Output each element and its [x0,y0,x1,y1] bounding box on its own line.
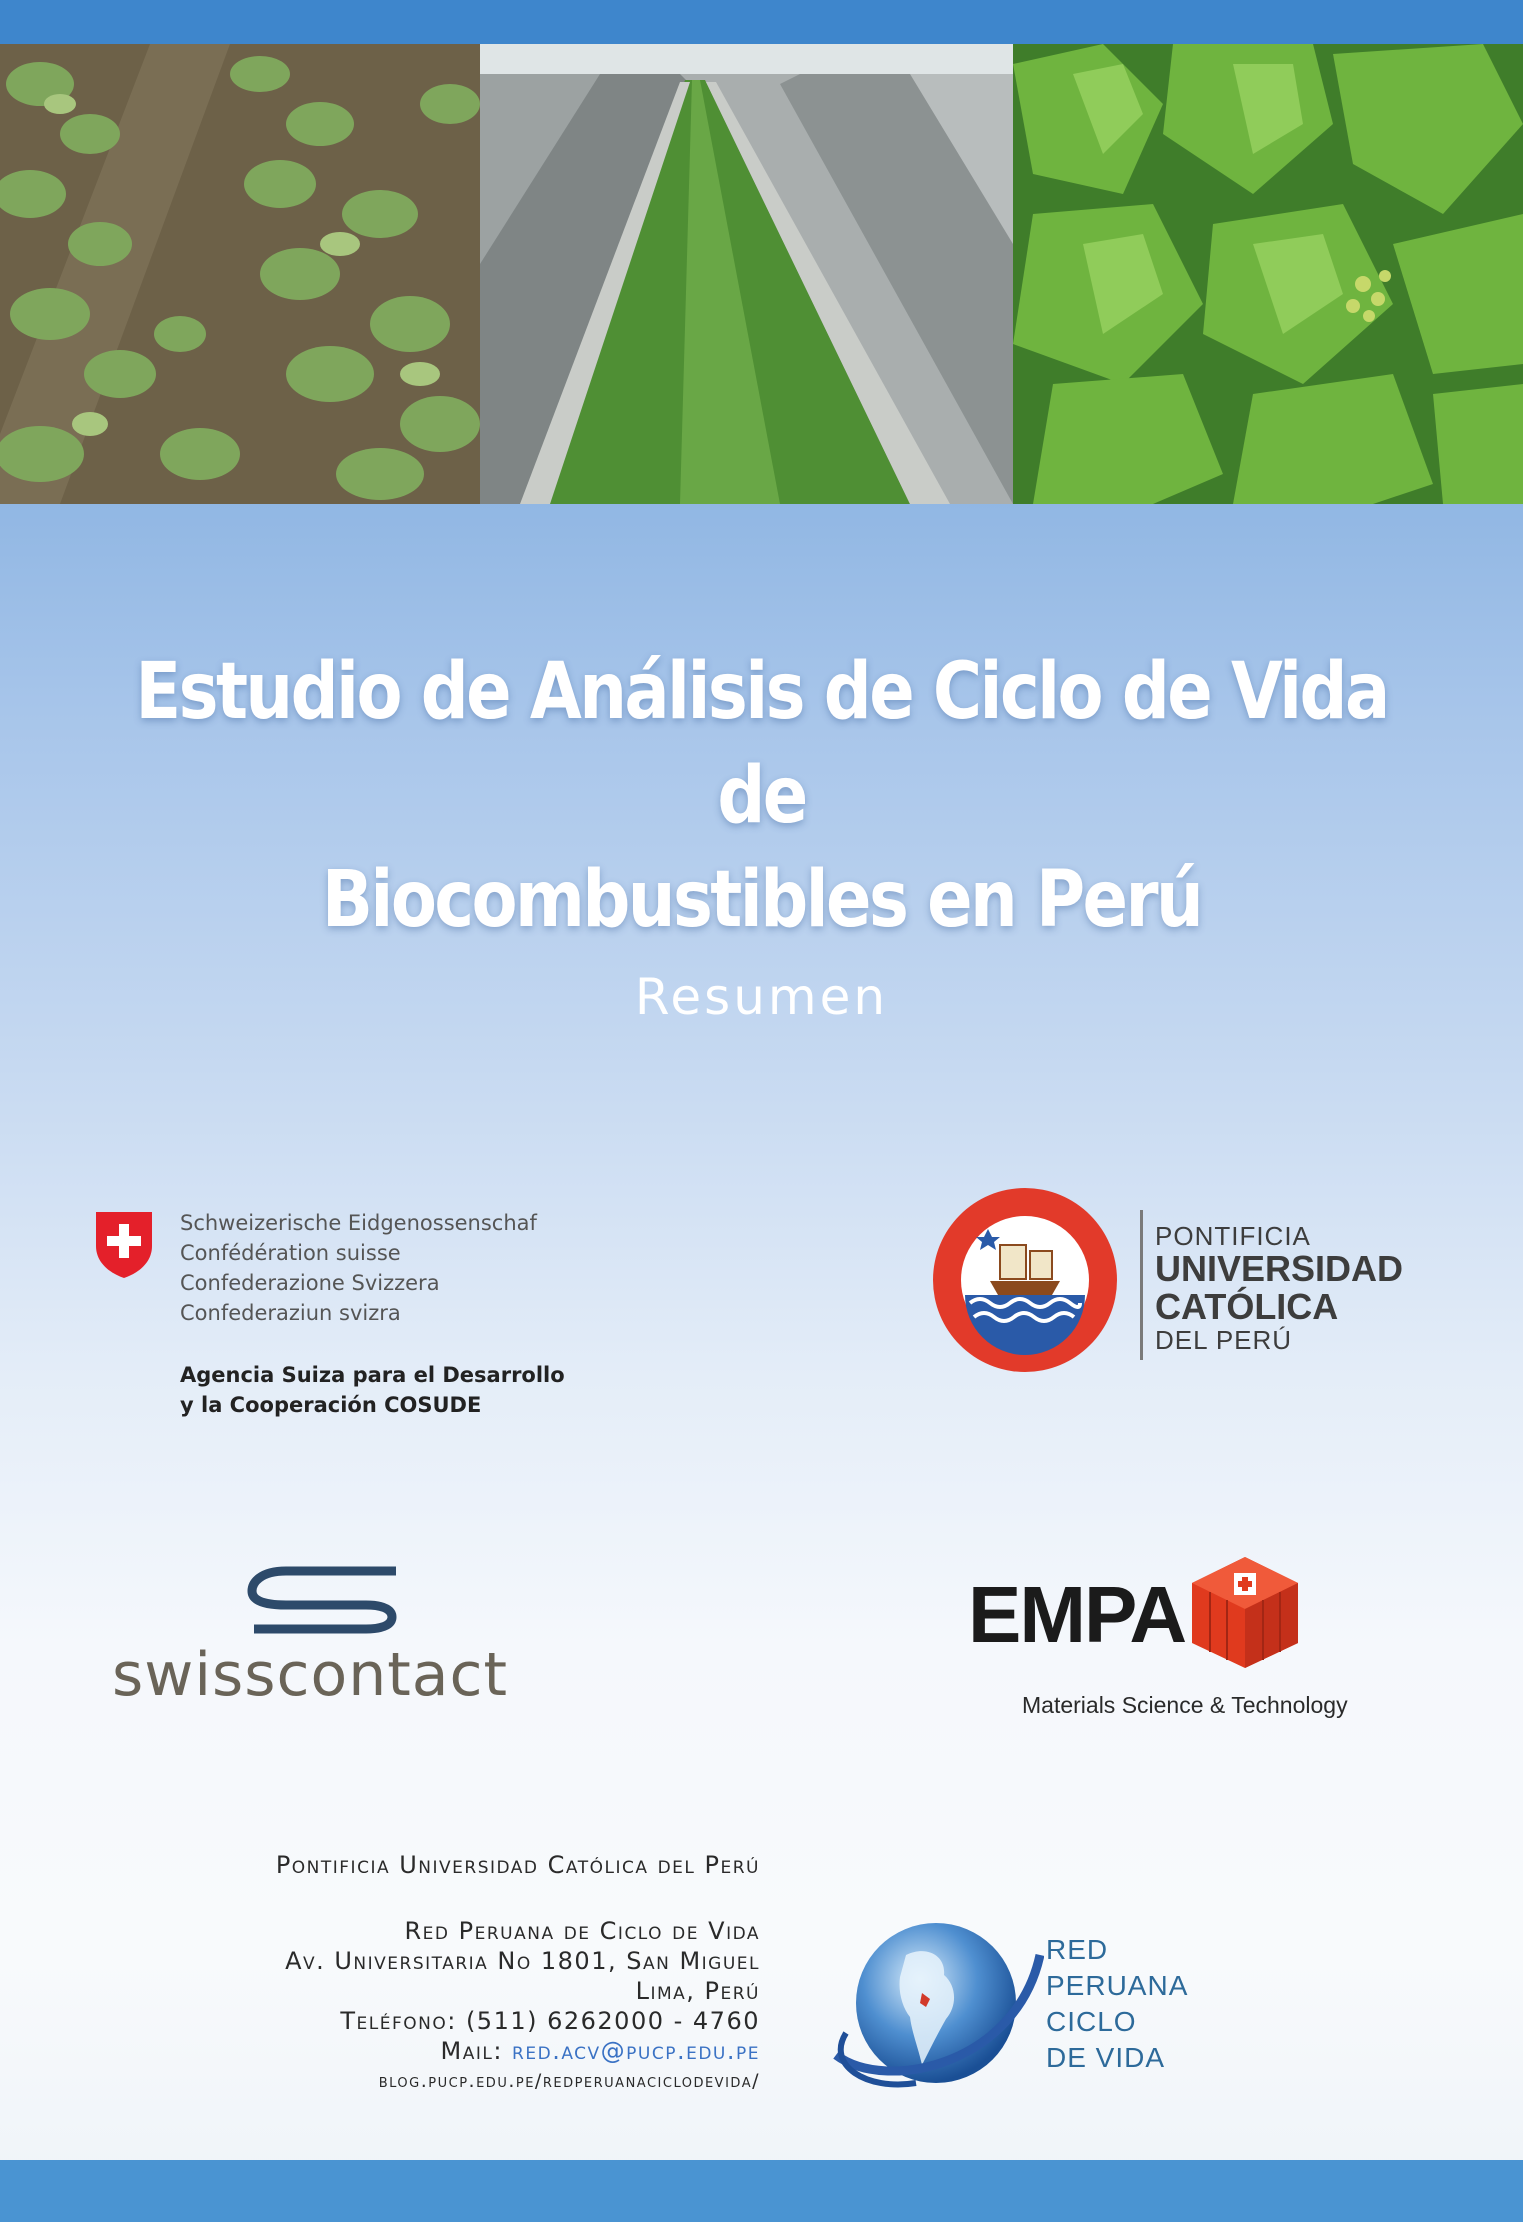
globe-icon [826,1915,1044,2095]
swisscontact-mark-icon [246,1565,402,1635]
pucp-line-4: DEL PERÚ [1155,1325,1293,1355]
bottom-color-bar [0,2160,1523,2222]
empa-cube-icon [1190,1555,1300,1670]
red-peruana-wordmark [1046,1932,1188,2076]
address-network: Red Peruana de Ciclo de Vida [404,1917,760,1945]
photo-strip [0,44,1523,504]
swisscontact-wordmark: swisscontact [112,1640,509,1710]
cosude-line-1: Agencia Suiza para el Desarrollo [180,1363,565,1387]
empa-tagline: Materials Science & Technology [1022,1692,1348,1718]
swiss-name-fr: Confédération suisse [180,1241,401,1265]
cosude-agency-name [180,1360,600,1420]
mail-link[interactable]: red.acv@pucp.edu.pe [512,2037,760,2065]
swiss-shield-icon [92,1208,156,1280]
pucp-line-1: PONTIFICIA [1155,1221,1311,1251]
swiss-confederation-names [180,1208,600,1328]
address-mail [180,2036,760,2066]
empa-wordmark: EMPA [968,1570,1186,1659]
jatropha-leaves-photo [1013,44,1523,504]
swiss-name-rm: Confederaziun svizra [180,1301,401,1325]
document-title [107,640,1417,952]
red-line-1: RED [1046,1934,1109,1965]
address-city: Lima, Perú [635,1977,760,2005]
swiss-name-it: Confederazione Svizzera [180,1271,440,1295]
pucp-divider [1140,1210,1143,1360]
blog-link[interactable]: blog.pucp.edu.pe/redperuanaciclodevida/ [378,2070,760,2092]
address-phone: Teléfono: (511) 6262000 - 4760 [340,2007,760,2035]
red-line-2: PERUANA [1046,1970,1189,2001]
address-street: Av. Universitaria No 1801, San Miguel [285,1947,760,1975]
address-spacer [180,1880,760,1916]
document-subtitle: Resumen [634,968,889,1026]
red-line-3: CICLO [1046,2006,1137,2037]
seedlings-photo [0,44,480,504]
top-color-bar [0,0,1523,44]
mail-label: Mail: [440,2037,513,2065]
pucp-line-2: UNIVERSIDAD [1155,1248,1404,1289]
address-institution: Pontificia Universidad Católica del Perú [275,1851,760,1879]
greenhouse-tunnels-photo [480,44,1013,504]
contact-address [180,1850,760,2096]
title-line-2: Biocombustibles en Perú [321,855,1202,945]
title-line-1: Estudio de Análisis de Ciclo de Vida de [135,647,1388,841]
swiss-name-de: Schweizerische Eidgenossenschaf [180,1211,537,1235]
pucp-line-3: CATÓLICA [1155,1286,1339,1327]
red-line-4: DE VIDA [1046,2042,1166,2073]
cosude-line-2: y la Cooperación COSUDE [180,1393,482,1417]
pucp-wordmark [1155,1222,1403,1354]
pucp-seal-icon [930,1185,1120,1375]
